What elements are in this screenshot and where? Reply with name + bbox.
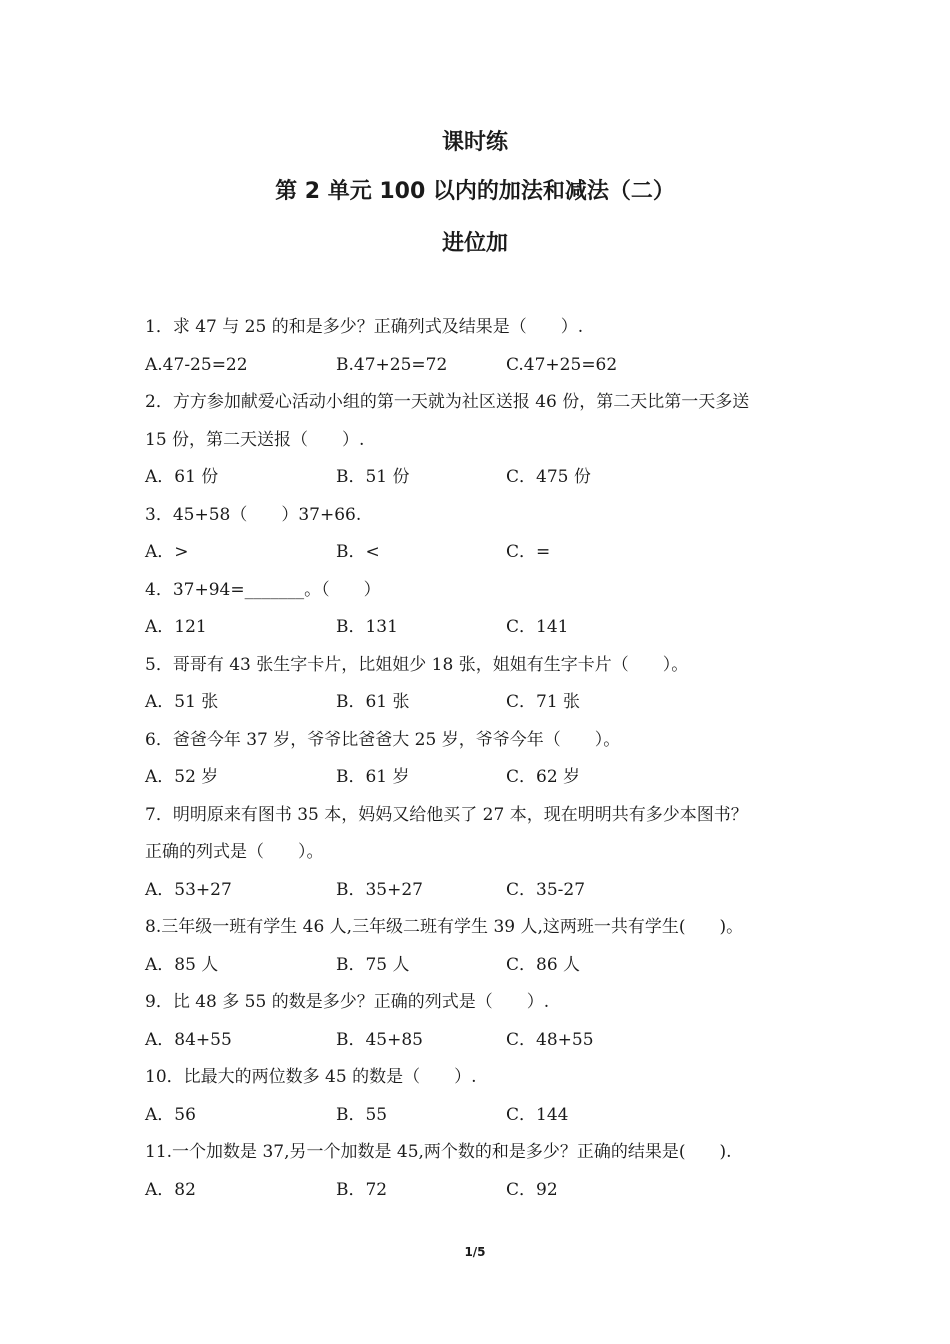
unit-subtitle: 第 2 单元 100 以内的加法和减法（二） bbox=[275, 179, 675, 204]
question-item bbox=[145, 572, 815, 647]
option-a: A．84+55 bbox=[145, 1029, 232, 1050]
option-a: A.47-25=22 bbox=[145, 354, 248, 375]
option-c: C．71 张 bbox=[506, 692, 581, 712]
question-text: 11.一个加数是 37,另一个加数是 45,两个数的和是多少？正确的结果是( ). bbox=[145, 1142, 732, 1162]
question-item bbox=[145, 984, 815, 1059]
option-a: A．56 bbox=[145, 1104, 196, 1125]
question-item bbox=[145, 309, 815, 384]
option-a: A．52 岁 bbox=[145, 767, 219, 787]
option-c: C．35-27 bbox=[506, 879, 586, 900]
question-item bbox=[145, 647, 815, 722]
option-a: A．61 份 bbox=[145, 467, 219, 487]
question-text: 4．37+94=_______。（ ） bbox=[145, 579, 381, 600]
answer-options bbox=[145, 684, 815, 722]
answer-options bbox=[145, 1097, 815, 1135]
question-text: 5．哥哥有 43 张生字卡片，比姐姐少 18 张，姐姐有生字卡片（ ）。 bbox=[145, 654, 689, 675]
option-b: B．75 人 bbox=[336, 954, 410, 975]
page-title: 课时练 bbox=[441, 130, 508, 155]
option-b: B．< bbox=[336, 542, 380, 562]
page-number: 1/5 bbox=[464, 1245, 486, 1259]
question-text: 9．比 48 多 55 的数是多少？正确的列式是（ ）. bbox=[145, 992, 550, 1012]
answer-options bbox=[145, 872, 815, 910]
answer-options bbox=[145, 1022, 815, 1060]
question-text: 7．明明原来有图书 35 本，妈妈又给他买了 27 本，现在明明共有多少本图书？ bbox=[145, 804, 748, 825]
question-item bbox=[145, 1134, 815, 1209]
question-text: 8.三年级一班有学生 46 人,三年级二班有学生 39 人,这两班一共有学生( )。 bbox=[145, 917, 744, 937]
option-b: B．61 岁 bbox=[336, 767, 410, 787]
answer-options bbox=[145, 534, 815, 572]
section-title: 进位加 bbox=[441, 231, 508, 256]
question-text: 15 份，第二天送报（ ）. bbox=[145, 429, 365, 450]
option-b: B．61 张 bbox=[336, 692, 410, 712]
option-a: A．82 bbox=[145, 1179, 196, 1200]
question-list bbox=[145, 309, 815, 1209]
option-b: B．45+85 bbox=[336, 1029, 424, 1050]
option-b: B．35+27 bbox=[336, 879, 424, 900]
option-b: B．55 bbox=[336, 1104, 388, 1125]
option-a: A．121 bbox=[145, 617, 207, 637]
question-item bbox=[145, 722, 815, 797]
answer-options bbox=[145, 609, 815, 647]
question-text: 3．45+58（ ）37+66. bbox=[145, 504, 362, 525]
option-c: C．48+55 bbox=[506, 1029, 594, 1050]
option-b: B.47+25=72 bbox=[336, 354, 448, 375]
option-c: C．475 份 bbox=[506, 467, 591, 487]
answer-options bbox=[145, 347, 815, 385]
option-a: A．85 人 bbox=[145, 954, 219, 975]
option-a: A．51 张 bbox=[145, 692, 219, 712]
option-a: A．> bbox=[145, 542, 189, 562]
question-item bbox=[145, 384, 815, 497]
question-item bbox=[145, 1059, 815, 1134]
question-item bbox=[145, 797, 815, 910]
question-text: 6．爸爸今年 37 岁，爷爷比爸爸大 25 岁，爷爷今年（ ）。 bbox=[145, 729, 621, 750]
question-item bbox=[145, 909, 815, 984]
option-c: C.47+25=62 bbox=[506, 354, 618, 375]
option-c: C．144 bbox=[506, 1104, 569, 1125]
option-c: C．86 人 bbox=[506, 954, 581, 975]
option-b: B．51 份 bbox=[336, 467, 410, 487]
question-text: 10．比最大的两位数多 45 的数是（ ）. bbox=[145, 1067, 477, 1087]
question-text: 2．方方参加献爱心活动小组的第一天就为社区送报 46 份，第二天比第一天多送 bbox=[145, 392, 750, 412]
option-b: B．131 bbox=[336, 617, 398, 637]
answer-options bbox=[145, 459, 815, 497]
option-a: A．53+27 bbox=[145, 879, 232, 900]
option-c: C．62 岁 bbox=[506, 767, 581, 787]
option-b: B．72 bbox=[336, 1179, 388, 1200]
answer-options bbox=[145, 1172, 815, 1210]
question-text: 正确的列式是（ ）。 bbox=[145, 842, 324, 862]
option-c: C．92 bbox=[506, 1179, 558, 1200]
answer-options bbox=[145, 947, 815, 985]
question-item bbox=[145, 497, 815, 572]
answer-options bbox=[145, 759, 815, 797]
option-c: C．= bbox=[506, 542, 551, 562]
question-text: 1．求 47 与 25 的和是多少？正确列式及结果是（ ）. bbox=[145, 317, 584, 337]
option-c: C．141 bbox=[506, 617, 569, 637]
